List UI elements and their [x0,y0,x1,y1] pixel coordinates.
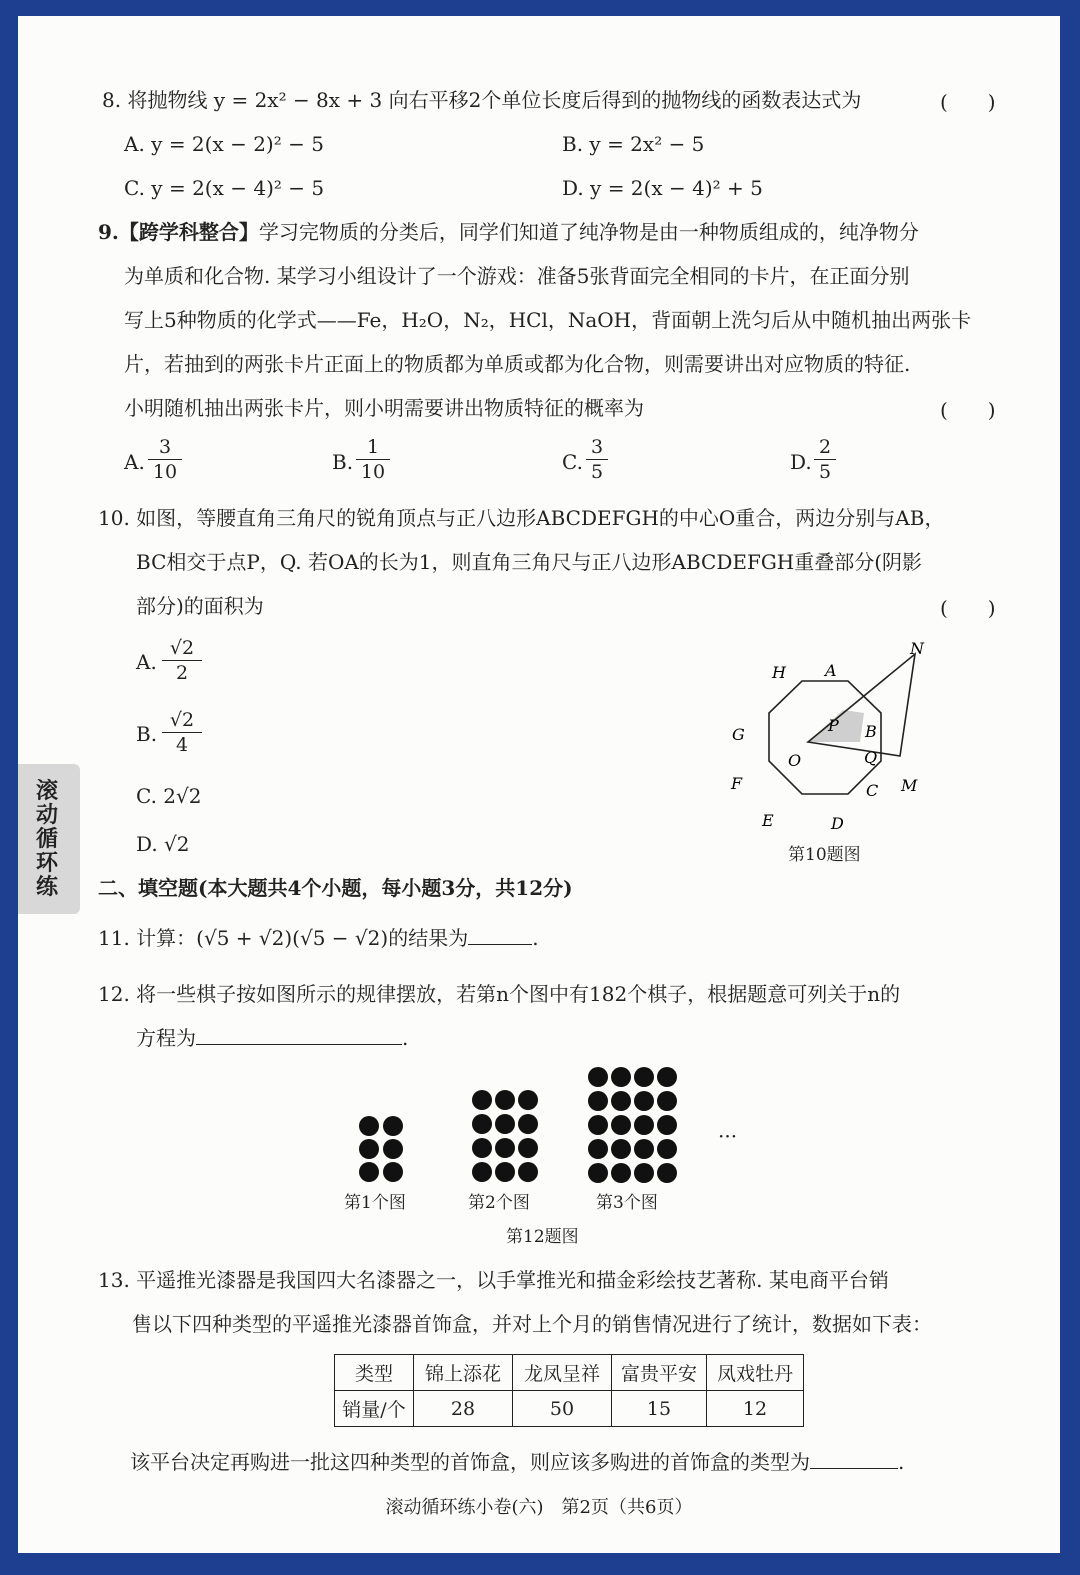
table-cell: 龙凤呈祥 [513,1355,612,1391]
q12-line1: 12. 将一些棋子按如图所示的规律摆放，若第n个图中有182个棋子，根据题意可列关于n的 [98,982,901,1006]
q10-option-d: D. √2 [136,832,190,856]
q8-option-d: D. y = 2(x − 4)² + 5 [562,176,763,200]
table-cell: 15 [612,1391,707,1427]
label-d: D [831,814,844,833]
exam-page [18,16,1060,1553]
side-tab-label: 滚动循环练 [36,779,59,900]
label-a: A [825,661,837,680]
q9-line4: 片，若抽到的两张卡片正面上的物质都为单质或都为化合物，则需要讲出对应物质的特征. [124,352,911,376]
q9-option-b-label: B. [332,450,354,474]
q8-stem: 8. 将抛物线 y = 2x² − 8x + 3 向右平移2个单位长度后得到的抛物线的函数表达式为 [102,88,862,112]
q12-answer-blank[interactable] [196,1024,402,1045]
q10-option-b-label: B. [136,722,158,746]
table-row [335,1391,804,1427]
q9-option-c-fraction: $\frac{3}{5}$ [586,435,608,484]
q11-text: 11. 计算：(√5 + √2)(√5 − √2)的结果为 [98,926,469,950]
q13-after-text: 该平台决定再购进一批这四种类型的首饰盒，则应该多购进的首饰盒的类型为 [130,1450,810,1474]
q9-option-a-fraction: $\frac{3}{10}$ [148,435,182,484]
table-cell: 锦上添花 [414,1355,513,1391]
label-b: B [865,722,877,741]
q9-line3: 写上5种物质的化学式——Fe，H₂O，N₂，HCl，NaOH，背面朝上洗匀后从中随机抽出两张卡 [124,308,972,332]
table-cell: 富贵平安 [612,1355,707,1391]
q10-caption: 第10题图 [788,845,861,865]
q10-line1: 10. 如图，等腰直角三角尺的锐角顶点与正八边形ABCDEFGH的中心O重合，两边分别与AB， [98,506,945,530]
table-header-row [335,1355,804,1391]
q9-option-a-label: A. [124,450,145,474]
label-m: M [901,776,918,795]
q9-option-b-fraction: $\frac{1}{10}$ [356,435,390,484]
label-h: H [772,663,786,682]
q10-option-a-fraction: $\frac{√2}{2}$ [162,636,202,685]
q10-paren: ( ) [940,596,996,620]
q8-paren: ( ) [940,90,996,114]
label-n: N [910,639,924,658]
q13-answer-blank[interactable] [810,1448,898,1469]
q10-option-c: C. 2√2 [136,784,202,808]
q9-line5: 小明随机抽出两张卡片，则小明需要讲出物质特征的概率为 [124,396,644,420]
label-g: G [732,725,745,744]
q13-after: 该平台决定再购进一批这四种类型的首饰盒，则应该多购进的首饰盒的类型为 . [130,1450,905,1474]
q9-text1: 学习完物质的分类后，同学们知道了纯净物是由一种物质组成的，纯净物分 [258,220,919,244]
label-p: P [828,716,839,735]
q9-option-d-label: D. [790,450,812,474]
q9-option-c-label: C. [562,450,583,474]
q9-line1 [98,218,919,246]
label-e: E [762,811,774,830]
q8-option-a: A. y = 2(x − 2)² − 5 [124,132,324,156]
q8-option-b: B. y = 2x² − 5 [562,132,705,156]
q12-text2: 方程为 [136,1026,196,1050]
q11-answer-blank[interactable] [468,924,532,945]
label-q: Q [864,748,878,767]
q12-label-2: 第2个图 [468,1193,530,1213]
q8-option-c: C. y = 2(x − 4)² − 5 [124,176,325,200]
table-cell: 销量/个 [335,1391,414,1427]
label-f: F [731,774,743,793]
q12-ellipsis: ··· [718,1124,738,1148]
table-cell: 类型 [335,1355,414,1391]
section-2-heading: 二、填空题(本大题共4个小题，每小题3分，共12分) [98,876,573,900]
q12-line2: 方程为 . [136,1026,409,1050]
q13-line1: 13. 平遥推光漆器是我国四大名漆器之一，以手掌推光和描金彩绘技艺著称. 某电商平台销 [98,1268,889,1292]
page-footer: 滚动循环练小卷(六) 第2页（共6页） [385,1497,693,1518]
q10-option-b-fraction: $\frac{√2}{4}$ [162,708,202,757]
table-cell: 12 [707,1391,804,1427]
q9-option-d-fraction: $\frac{2}{5}$ [814,435,836,484]
q12-caption: 第12题图 [506,1227,579,1247]
q9-paren: ( ) [940,398,996,422]
table-cell: 28 [414,1391,513,1427]
q12-label-1: 第1个图 [344,1193,406,1213]
label-o: O [788,751,802,770]
q9-tag: 9.【跨学科整合】 [98,220,259,244]
q10-figure [718,636,948,856]
sales-table [334,1354,804,1427]
q12-label-3: 第3个图 [596,1193,658,1213]
q10-option-a-label: A. [136,650,157,674]
q13-line2: 售以下四种类型的平遥推光漆器首饰盒，并对上个月的销售情况进行了统计，数据如下表： [132,1312,932,1336]
side-tab [18,764,80,914]
q10-line3: 部分)的面积为 [136,594,264,618]
q9-line2: 为单质和化合物. 某学习小组设计了一个游戏：准备5张背面完全相同的卡片，在正面分别 [124,264,910,288]
q10-line2: BC相交于点P，Q. 若OA的长为1，则直角三角尺与正八边形ABCDEFGH重叠部分(阴影 [136,550,923,574]
table-cell: 凤戏牡丹 [707,1355,804,1391]
table-cell: 50 [513,1391,612,1427]
q11: 11. 计算：(√5 + √2)(√5 − √2)的结果为 . [98,926,539,950]
label-c: C [866,781,879,800]
